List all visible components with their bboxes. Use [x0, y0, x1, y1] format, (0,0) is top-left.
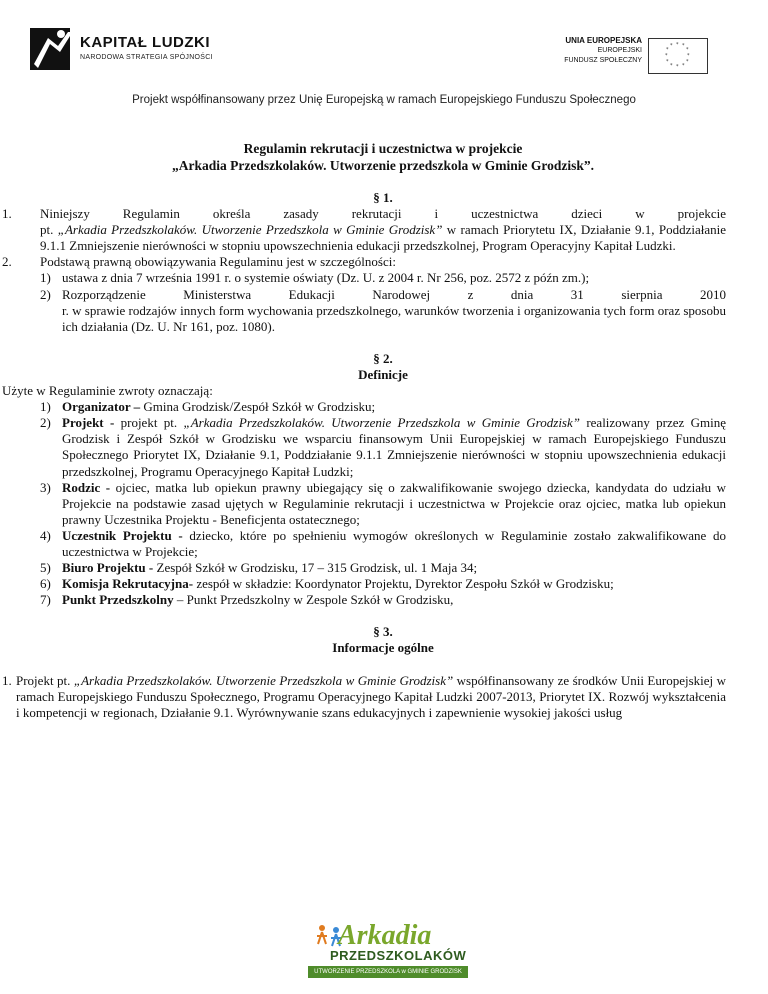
section-2-heading: § 2. [373, 350, 393, 366]
s1-p1-rest: w ramach Priorytetu IX, Działanie 9.1, Poddziałanie 9.1.1 Zmniejszenie nierówności w stopniu upowszechnienia edukacji przedszkolnej, Program Operacyjny Kapitał Ludzki. [40, 222, 726, 254]
svg-text:*: * [666, 59, 669, 65]
definition-term: Biuro Projektu - [62, 560, 154, 576]
section-1-heading: § 1. [373, 190, 393, 205]
document-title [40, 140, 726, 174]
definition-item [2, 528, 726, 560]
svg-text:*: * [676, 64, 679, 70]
svg-text:*: * [665, 53, 668, 59]
section-1-paragraph-2 [2, 254, 726, 270]
list-number: 1) [40, 270, 51, 286]
list-number: 2) [40, 286, 51, 302]
list-number: 6) [40, 576, 51, 592]
project-name: „Arkadia Przedszkolaków. Utworzenie Przedszkola w Gminie Grodzisk” [183, 415, 580, 431]
definition-text: – Punkt Przedszkolny w Zespole Szkół w Grodzisku, [173, 592, 454, 608]
section-2-subheading: Definicje [358, 366, 408, 382]
svg-text:*: * [686, 47, 689, 53]
section-3-list [2, 673, 726, 721]
list-number: 1. [2, 206, 12, 222]
definition-item [2, 480, 726, 528]
legal-basis-text: r. w sprawie rodzajów innych form wychowania przedszkolnego, warunków tworzenia i organizowania tych form oraz sposobu ich działania (Dz. U. Nr 161, poz. 1080). [62, 302, 726, 334]
definition-term: Rodzic - [62, 479, 111, 495]
svg-text:*: * [670, 63, 673, 69]
list-number: 5) [40, 560, 51, 576]
definition-item [2, 576, 726, 592]
definition-item [2, 399, 726, 415]
definition-text: zespół w składzie: Koordynator Projektu, Dyrektor Zespołu Szkół w Grodzisku; [193, 576, 614, 592]
definition-text: realizowany przez Gminę Grodzisk i Zespół Szkół w Grodzisku we wsparciu finansowym Unii Europejskiej w ramach Europejskiego Funduszu Społecznego Priorytet IX, Działanie 9.1, Poddziałanie 9.1.1 Zmniejszenie nierówności w stopniu upowszechnienia edukacji przedszkolnej, Programu Operacyjnego Kapitał Ludzki; [62, 415, 727, 479]
definition-term: Punkt Przedszkolny [62, 592, 174, 608]
s3-p1-pre: Projekt pt. [16, 672, 74, 688]
s1-p2-text: Podstawą prawną obowiązywania Regulaminu jest w szczególności: [40, 254, 396, 270]
project-name: „Arkadia Przedszkolaków. Utworzenie Przedszkola w Gminie Grodzisk” [57, 222, 443, 238]
eu-logo-line2: EUROPEJSKI [597, 47, 642, 54]
arkadia-logo-sub: PRZEDSZKOLAKÓW [330, 948, 467, 963]
kapital-ludzki-title: KAPITAŁ LUDZKI [80, 34, 211, 51]
svg-text:*: * [686, 59, 689, 65]
eu-logo-text [564, 36, 642, 66]
eu-logo-line1: UNIA EUROPEJSKA [565, 36, 642, 45]
definition-text: Gmina Grodzisk/Zespół Szkół w Grodzisku; [140, 399, 376, 415]
section-3-subheading: Informacje ogólne [332, 640, 434, 656]
svg-text:*: * [687, 53, 690, 59]
definition-pre: projekt pt. [114, 415, 184, 431]
definition-term: Projekt - [62, 415, 115, 431]
s1-p1-pt: pt. [40, 222, 58, 238]
legal-basis-text: ustawa z dnia 7 września 1991 r. o systemie oświaty (Dz. U. z 2004 r. Nr 256, poz. 2572 z późn zm.); [62, 270, 590, 286]
svg-text:*: * [682, 43, 685, 49]
list-number: 2) [40, 415, 51, 431]
eu-logo-line3: FUNDUSZ SPOŁECZNY [564, 57, 642, 64]
list-number: 2. [2, 254, 12, 270]
definition-text: dziecko, które po spełnieniu wymogów określonych w Regulaminie zostało zakwalifikowane do uczestnictwa w Projekcie; [62, 527, 726, 559]
list-number: 4) [40, 527, 51, 543]
section-1-paragraph-1 [2, 206, 726, 254]
title-line-1: Regulamin rekrutacji i uczestnictwa w projekcie [243, 141, 523, 156]
project-name: „Arkadia Przedszkolaków. Utworzenie Przedszkola w Gminie Grodzisk” [73, 672, 454, 688]
legal-basis-list [2, 270, 726, 334]
definition-term: Komisja Rekrutacyjna- [62, 576, 194, 592]
definition-item [2, 592, 726, 608]
title-line-2: „Arkadia Przedszkolaków. Utworzenie przedszkola w Gminie Grodzisk”. [172, 158, 594, 173]
eu-logo [538, 36, 708, 76]
definition-text: ojciec, matka lub opiekun prawny ubiegający się o zakwalifikowanie swojego dziecka, kandydata do udziału w Projekcie na podstawie zasad ujętych w Regulaminie rekrutacji i uczestnictwa w Projekcie oraz ojciec, matka lub opiekun prawny Uczestnika Projektu - Beneficjenta ostatecznego; [62, 479, 726, 527]
svg-text:*: * [670, 43, 673, 49]
legal-basis-first-line: Rozporządzenie Ministerstwa Edukacji Narodowej z dnia 31 sierpnia 2010 [62, 286, 726, 302]
definition-item [2, 415, 726, 479]
cofinancing-note: Projekt współfinansowany przez Unię Europejską w ramach Europejskiego Funduszu Społecznego [132, 94, 636, 106]
definition-text: Zespół Szkół w Grodzisku, 17 – 315 Grodzisk, ul. 1 Maja 34; [153, 560, 478, 576]
human-figure-icon [28, 24, 74, 74]
definitions-list [2, 399, 726, 608]
svg-text:*: * [682, 63, 685, 69]
kapital-ludzki-subtitle: NARODOWA STRATEGIA SPÓJNOŚCI [80, 54, 213, 61]
kapital-ludzki-logo [28, 24, 228, 80]
svg-text:*: * [666, 47, 669, 53]
eu-flag-icon [648, 38, 708, 74]
section-2-intro: Użyte w Regulaminie zwroty oznaczają: [2, 383, 213, 399]
svg-text:*: * [676, 42, 679, 48]
legal-basis-item [2, 287, 726, 335]
list-number: 1. [2, 672, 12, 688]
section-3-paragraph-1 [2, 673, 726, 721]
legal-basis-item [2, 270, 726, 286]
list-number: 3) [40, 479, 51, 495]
list-number: 7) [40, 592, 51, 608]
document-body [2, 140, 727, 721]
s3-p1-text: współfinansowany ze środków Unii Europejskiej w ramach Europejskiego Funduszu Społecznego, Programu Operacyjnego Kapitał Ludzki 2007-2013, Priorytet IX. Rozwój wykształcenia i kompetencji w regionach, Działanie 9.1. Wyrównywanie szans edukacyjnych i zapewnienie wysokiej jakości usług [16, 672, 726, 720]
page-header [0, 0, 768, 90]
definition-term: Uczestnik Projektu - [62, 527, 183, 543]
arkadia-logo-word: Arkadia [338, 920, 432, 951]
arkadia-logo-bar: UTWORZENIE PRZEDSZKOLA w GMINIE GRODZISK [308, 966, 468, 978]
arkadia-logo [308, 920, 468, 980]
section-3-heading: § 3. [373, 624, 393, 640]
s1-p1-first-line: Niniejszy Regulamin określa zasady rekrutacji i uczestnictwa dzieci w projekcie [40, 206, 726, 222]
section-1-list [2, 206, 726, 270]
definition-item [2, 560, 726, 576]
definition-term: Organizator – [62, 399, 141, 415]
list-number: 1) [40, 399, 51, 415]
